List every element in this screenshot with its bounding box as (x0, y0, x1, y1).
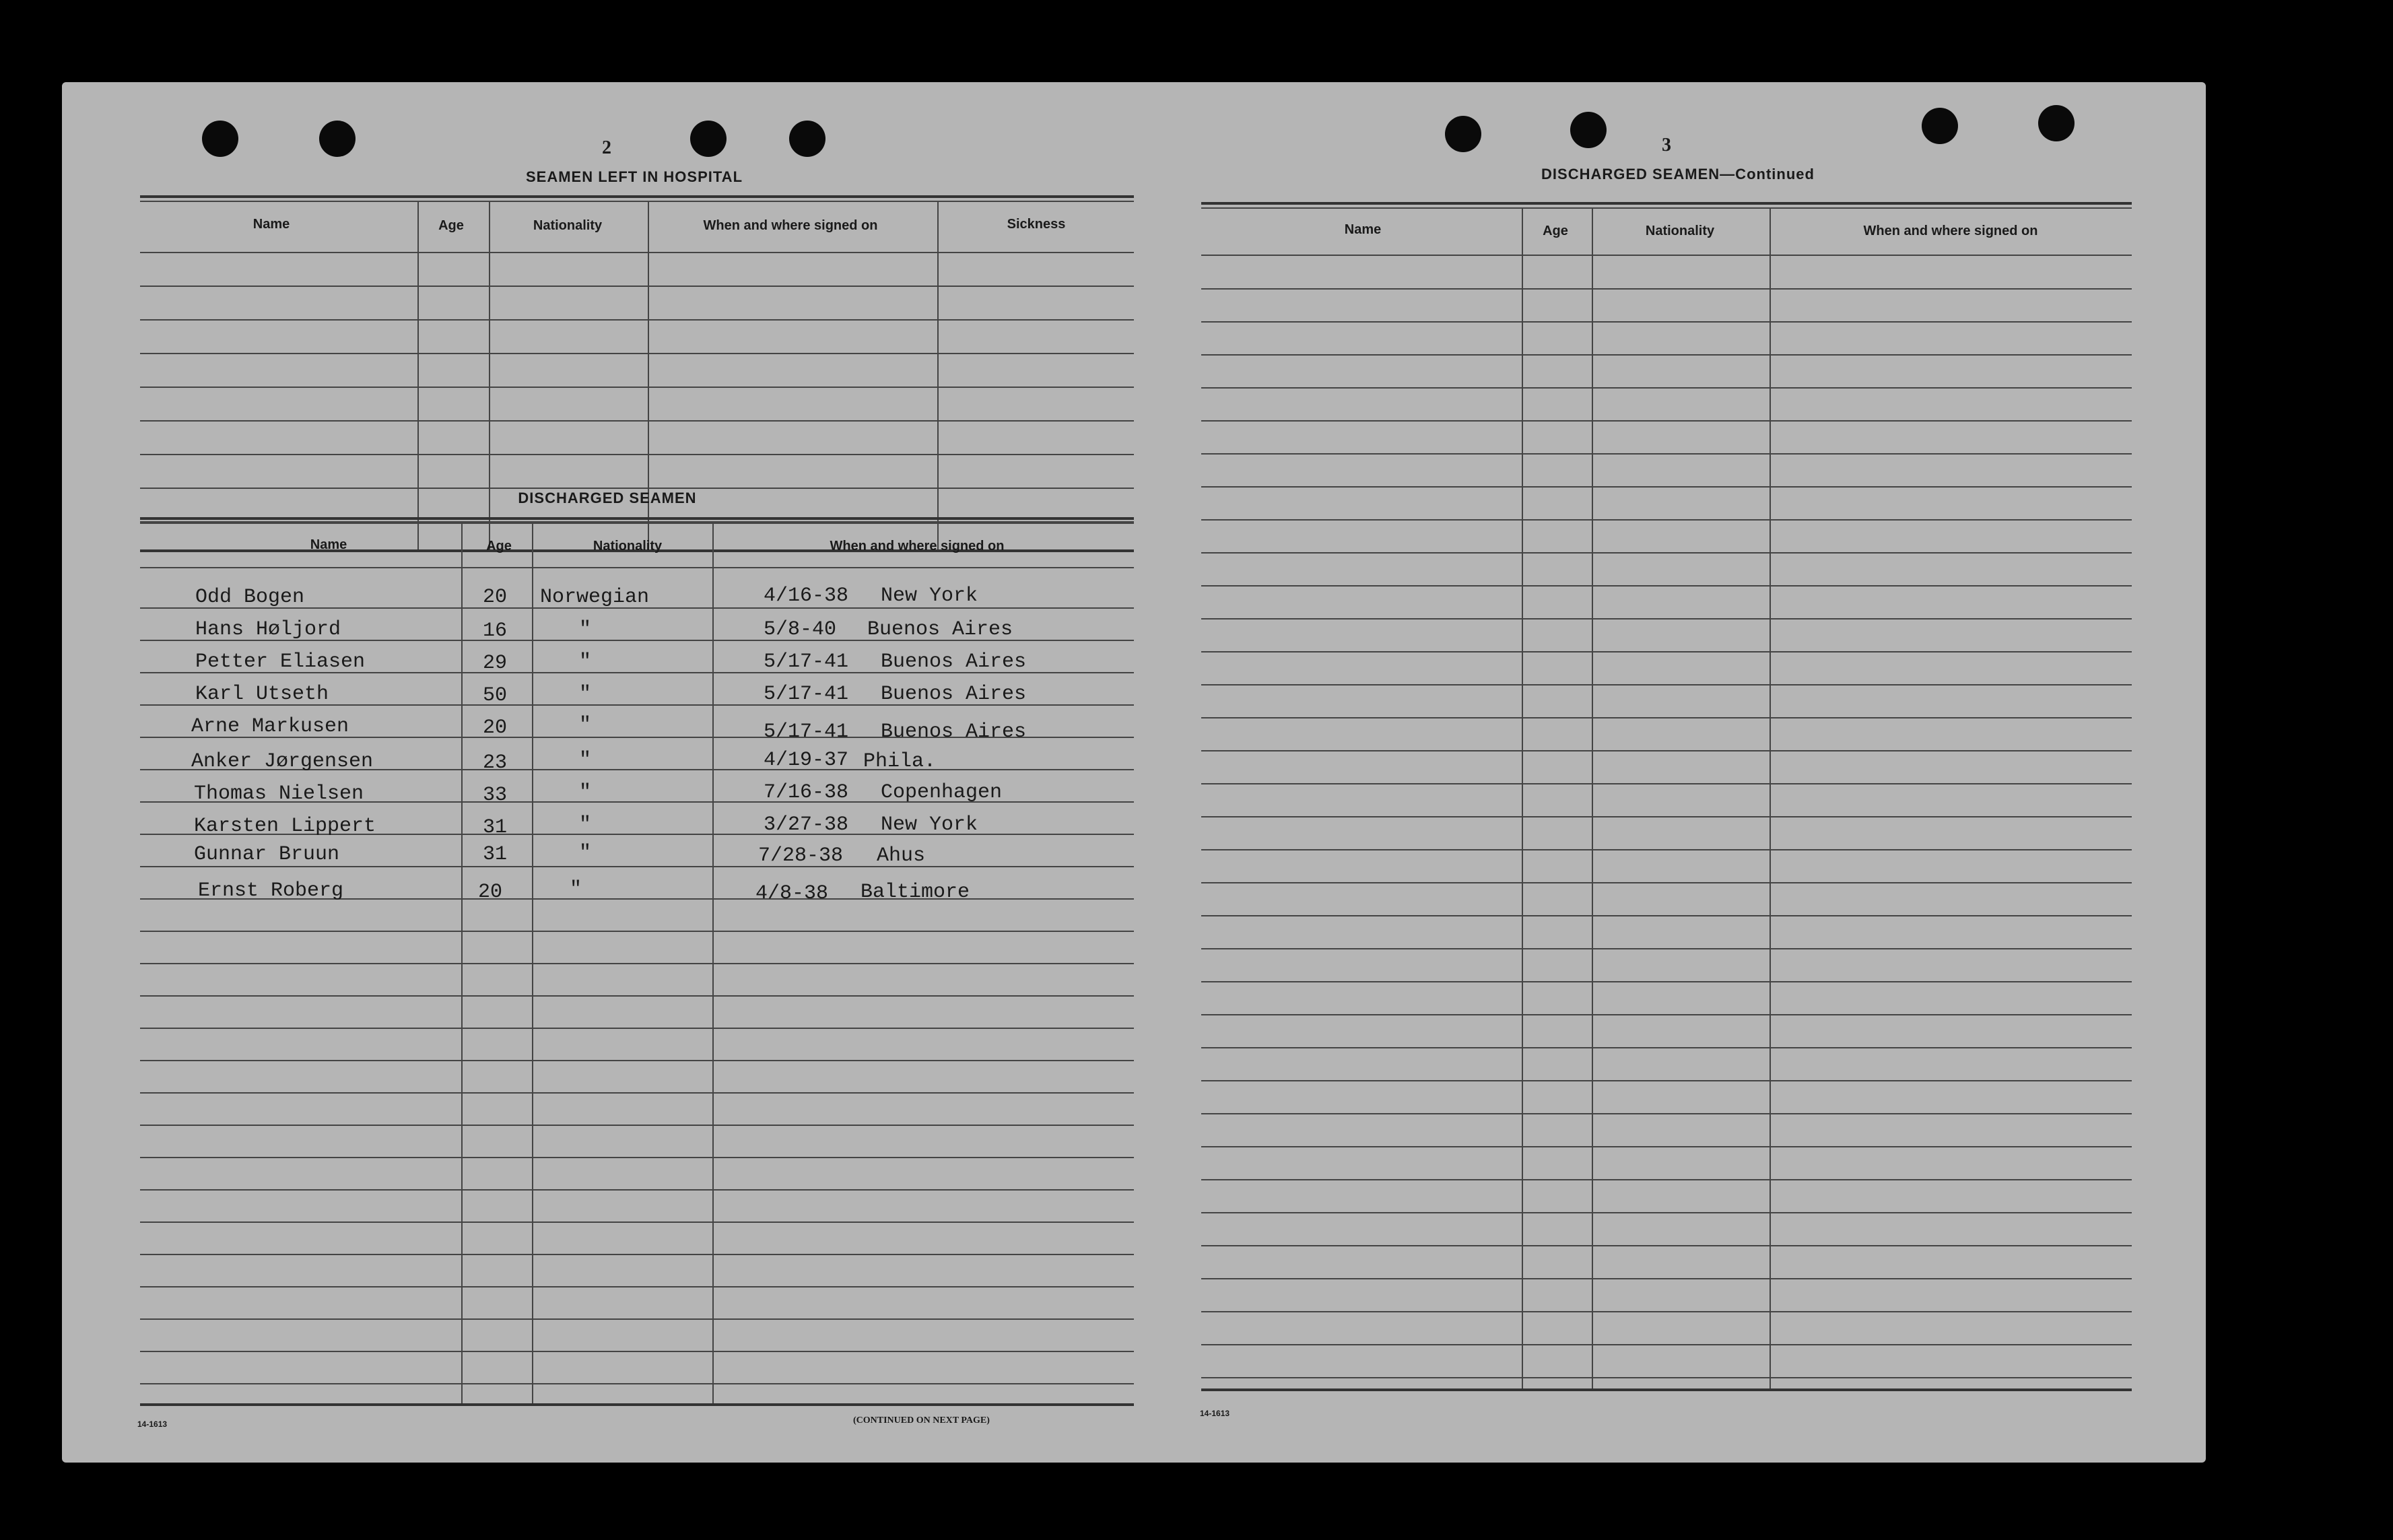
right-header-nationality: Nationality (1645, 224, 1715, 238)
seaman-nationality: Norwegian (540, 586, 650, 609)
seaman-nationality: " (579, 683, 592, 706)
punch-hole (1570, 112, 1607, 148)
punch-hole (789, 121, 825, 157)
seaman-age: 20 (478, 881, 503, 904)
hospital-header-age: Age (438, 218, 464, 233)
hospital-header-sickness: Sickness (1007, 217, 1066, 232)
punch-hole (690, 121, 727, 157)
discharged-header-name: Name (310, 537, 347, 552)
seaman-name: Gunnar Bruun (194, 843, 340, 866)
seaman-age: 29 (483, 652, 508, 675)
seaman-nationality: " (570, 878, 582, 901)
seaman-nationality: " (579, 842, 592, 865)
seaman-name: Karl Utseth (195, 683, 329, 706)
punch-hole (2038, 105, 2075, 141)
punch-hole (319, 121, 356, 157)
signed-on-date: 5/17-41 (764, 650, 849, 673)
signed-on-place: Buenos Aires (881, 721, 1027, 743)
punch-hole (202, 121, 238, 157)
signed-on-date: 4/16-38 (764, 584, 849, 607)
punch-hole (1445, 116, 1481, 152)
seaman-name: Hans Høljord (195, 618, 341, 641)
hospital-header-name: Name (252, 217, 290, 232)
signed-on-place: Ahus (877, 844, 926, 867)
right-header-age: Age (1543, 224, 1568, 238)
seaman-nationality: " (579, 813, 592, 836)
seaman-name: Petter Eliasen (195, 650, 366, 673)
discharged-header-signed-on: When and where signed on (830, 539, 1005, 554)
seaman-nationality: " (579, 650, 592, 673)
discharged-header-nationality: Nationality (593, 539, 663, 554)
signed-on-date: 7/28-38 (758, 844, 844, 867)
discharged-header-age: Age (486, 539, 512, 554)
seaman-age: 31 (483, 843, 508, 866)
page-number-right: 3 (1662, 135, 1671, 156)
signed-on-place: Copenhagen (881, 781, 1003, 804)
signed-on-date: 5/17-41 (764, 683, 849, 706)
discharged-section-title: DISCHARGED SEAMEN (518, 490, 697, 506)
signed-on-place: Buenos Aires (881, 650, 1027, 673)
seaman-name: Thomas Nielsen (194, 782, 364, 805)
page-number-left: 2 (602, 137, 611, 158)
hospital-header-signed-on: When and where signed on (703, 218, 878, 233)
seaman-age: 50 (483, 684, 508, 707)
signed-on-place: Baltimore (861, 881, 970, 904)
signed-on-date: 5/17-41 (764, 721, 849, 743)
right-header-name: Name (1344, 222, 1382, 237)
seaman-name: Anker Jørgensen (191, 750, 374, 773)
continued-note: (CONTINUED ON NEXT PAGE) (853, 1415, 990, 1426)
hospital-section-title: SEAMEN LEFT IN HOSPITAL (525, 168, 743, 185)
signed-on-date: 4/8-38 (755, 882, 829, 905)
seaman-nationality: " (579, 618, 592, 641)
seaman-age: 20 (483, 716, 508, 739)
seaman-age: 23 (483, 751, 508, 774)
form-number-left: 14-1613 (137, 1419, 168, 1429)
signed-on-place: New York (881, 584, 978, 607)
seaman-age: 16 (483, 620, 508, 642)
seaman-age: 31 (483, 816, 508, 839)
signed-on-date: 7/16-38 (764, 781, 849, 804)
seaman-nationality: " (579, 781, 592, 804)
seaman-name: Arne Markusen (191, 715, 349, 738)
signed-on-date: 3/27-38 (764, 813, 849, 836)
seaman-name: Ernst Roberg (198, 879, 344, 902)
punch-hole (1922, 108, 1958, 144)
hospital-header-nationality: Nationality (533, 218, 603, 233)
signed-on-date: 4/19-37 (764, 749, 849, 772)
seaman-age: 20 (483, 586, 508, 609)
seaman-age: 33 (483, 784, 508, 807)
signed-on-place: Buenos Aires (881, 683, 1027, 706)
signed-on-date: 5/8-40 (764, 618, 837, 641)
seaman-name: Odd Bogen (195, 586, 305, 609)
seaman-name: Karsten Lippert (194, 815, 376, 838)
signed-on-place: Phila. (863, 750, 937, 773)
right-header-signed-on: When and where signed on (1863, 224, 2038, 238)
form-number-right: 14-1613 (1200, 1409, 1230, 1418)
signed-on-place: New York (881, 813, 978, 836)
seaman-nationality: " (579, 749, 592, 772)
seaman-nationality: " (579, 714, 592, 737)
form-sheet (62, 82, 2206, 1463)
continued-section-title: DISCHARGED SEAMEN—Continued (1541, 166, 1815, 182)
signed-on-place: Buenos Aires (867, 618, 1013, 641)
